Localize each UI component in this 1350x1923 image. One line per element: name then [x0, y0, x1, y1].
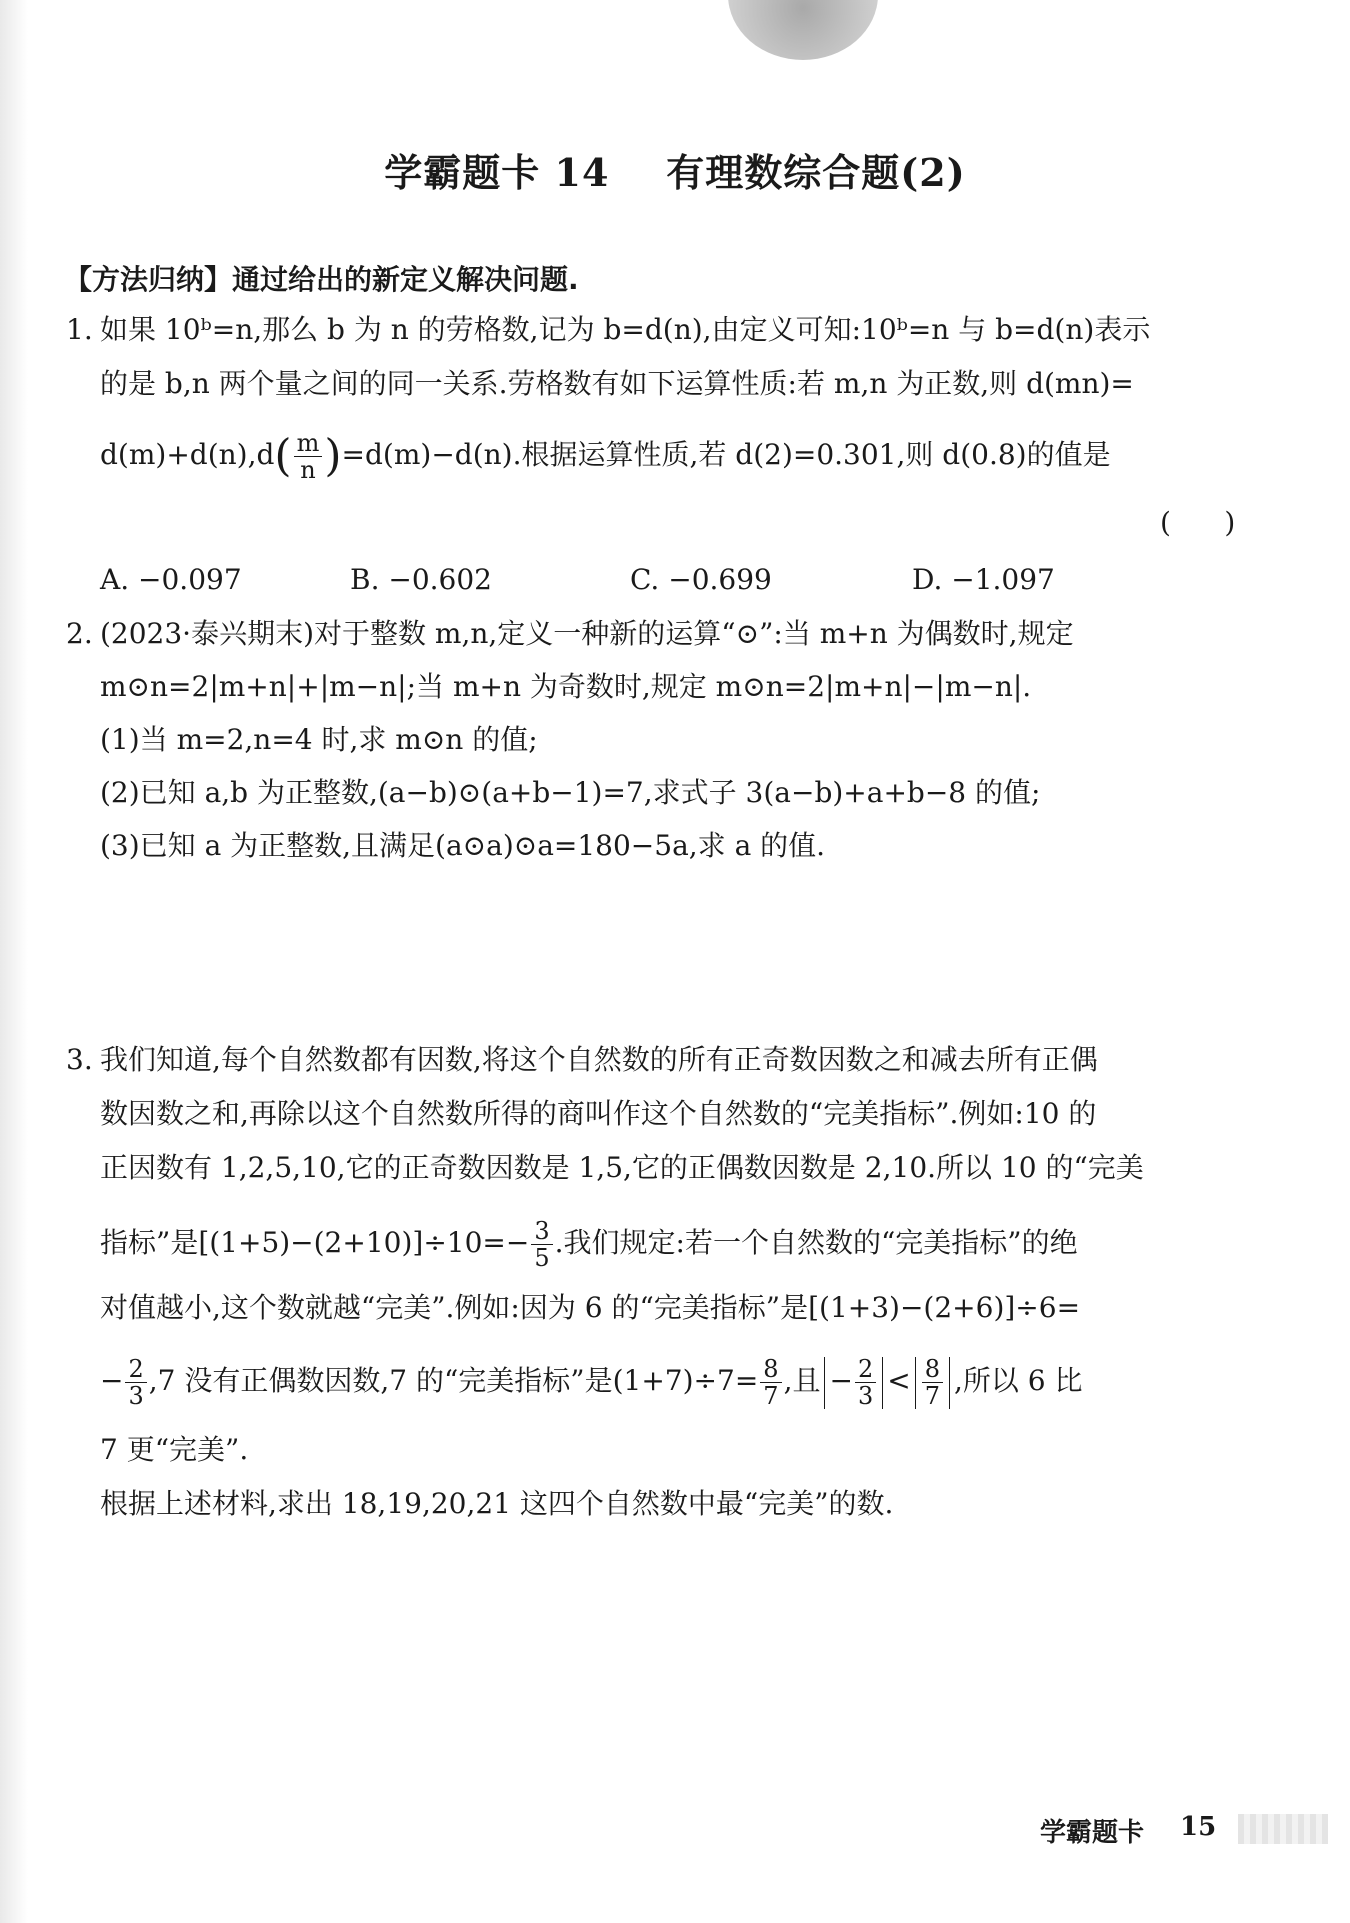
q2-line-1: (2023·泰兴期末)对于整数 m,n,定义一种新的运算“⊙”:当 m+n 为偶数时,规定 — [100, 617, 1074, 650]
q1-answer-blank: ( ) — [1160, 506, 1236, 539]
q3-line-6 — [100, 1356, 1083, 1409]
q3-line-5: 对值越小,这个数就越“完美”.例如:因为 6 的“完美指标”是[(1+3)−(2+6)]÷6= — [100, 1291, 1081, 1324]
q1-frac-den: n — [300, 456, 316, 484]
q3-line-4 — [100, 1218, 1078, 1271]
q1-frac-num: m — [294, 430, 323, 457]
page-number: 15 — [1180, 1812, 1217, 1842]
q3-line-6c: ,且 — [783, 1364, 821, 1397]
q1-line-1: 如果 10ᵇ=n,那么 b 为 n 的劳格数,记为 b=d(n),由定义可知:10ᵇ=n 与 b=d(n)表示 — [100, 313, 1151, 346]
q3-line-6d: − — [829, 1364, 853, 1397]
left-paren: ( — [274, 430, 292, 482]
abs-bar — [882, 1357, 883, 1409]
q1-option-b: B. −0.602 — [350, 563, 492, 596]
q3-fraction-2 — [125, 1356, 146, 1409]
page-title: 学霸题卡 14 有理数综合题(2) — [384, 150, 966, 195]
q3-f3-num: 8 — [760, 1356, 781, 1383]
q3-f5-den: 7 — [924, 1382, 940, 1410]
q3-number: 3. — [66, 1043, 93, 1076]
q3-f4-num: 2 — [855, 1356, 876, 1383]
q1-line-3 — [100, 430, 1111, 483]
q1-number: 1. — [66, 313, 93, 346]
right-paren: ) — [324, 430, 342, 482]
q2-number: 2. — [66, 617, 93, 650]
q2-line-2: m⊙n=2|m+n|+|m−n|;当 m+n 为奇数时,规定 m⊙n=2|m+n|−|m−n|. — [100, 670, 1032, 703]
q3-f1-den: 5 — [534, 1244, 550, 1272]
q2-sub-1: (1)当 m=2,n=4 时,求 m⊙n 的值; — [100, 723, 538, 756]
q3-f2-den: 3 — [128, 1382, 144, 1410]
q3-fraction-4 — [855, 1356, 876, 1409]
page-tab-decoration — [728, 0, 878, 60]
q3-line-4a: 指标”是[(1+5)−(2+10)]÷10=− — [100, 1226, 530, 1259]
abs-bar — [824, 1357, 825, 1409]
q3-fraction-3 — [760, 1356, 781, 1409]
q3-f3-den: 7 — [763, 1382, 779, 1410]
q3-line-4b: .我们规定:若一个自然数的“完美指标”的绝 — [554, 1226, 1078, 1259]
q3-f5-num: 8 — [922, 1356, 943, 1383]
q3-line-6e: < — [887, 1364, 911, 1397]
q3-line-6f: ,所以 6 比 — [953, 1364, 1083, 1397]
page-edge-shadow — [0, 0, 28, 1923]
q1-option-a: A. −0.097 — [100, 563, 242, 596]
q3-line-6b: ,7 没有正偶数因数,7 的“完美指标”是(1+7)÷7= — [148, 1364, 759, 1397]
q1-fraction — [294, 430, 323, 483]
abs-bar — [915, 1357, 916, 1409]
q3-fraction-1 — [531, 1218, 552, 1271]
q3-f1-num: 3 — [531, 1218, 552, 1245]
q3-line-7: 7 更“完美”. — [100, 1433, 249, 1466]
footer-decoration — [1238, 1814, 1328, 1844]
q1-line-3b: =d(m)−d(n).根据运算性质,若 d(2)=0.301,则 d(0.8)的值是 — [341, 438, 1111, 471]
footer-label: 学霸题卡 — [1040, 1818, 1145, 1848]
q3-line-6a: − — [100, 1364, 124, 1397]
abs-bar — [949, 1357, 950, 1409]
q3-line-8: 根据上述材料,求出 18,19,20,21 这四个自然数中最“完美”的数. — [100, 1487, 894, 1520]
method-summary: 【方法归纳】通过给出的新定义解决问题. — [64, 263, 579, 296]
q2-sub-2: (2)已知 a,b 为正整数,(a−b)⊙(a+b−1)=7,求式子 3(a−b)+a+b−8 的值; — [100, 776, 1041, 809]
q1-line-2: 的是 b,n 两个量之间的同一关系.劳格数有如下运算性质:若 m,n 为正数,则 d(mn)= — [100, 367, 1134, 400]
q2-sub-3: (3)已知 a 为正整数,且满足(a⊙a)⊙a=180−5a,求 a 的值. — [100, 829, 826, 862]
q1-option-c: C. −0.699 — [630, 563, 772, 596]
q3-f2-num: 2 — [125, 1356, 146, 1383]
q3-f4-den: 3 — [857, 1382, 874, 1410]
q3-line-2: 数因数之和,再除以这个自然数所得的商叫作这个自然数的“完美指标”.例如:10 的 — [100, 1097, 1097, 1130]
q3-fraction-5 — [922, 1356, 943, 1409]
q3-line-1: 我们知道,每个自然数都有因数,将这个自然数的所有正奇数因数之和减去所有正偶 — [100, 1043, 1098, 1076]
q1-option-d: D. −1.097 — [912, 563, 1055, 596]
q1-line-3a: d(m)+d(n),d — [100, 438, 275, 471]
q3-line-3: 正因数有 1,2,5,10,它的正奇数因数是 1,5,它的正偶数因数是 2,10.所以 10 的“完美 — [100, 1151, 1144, 1184]
